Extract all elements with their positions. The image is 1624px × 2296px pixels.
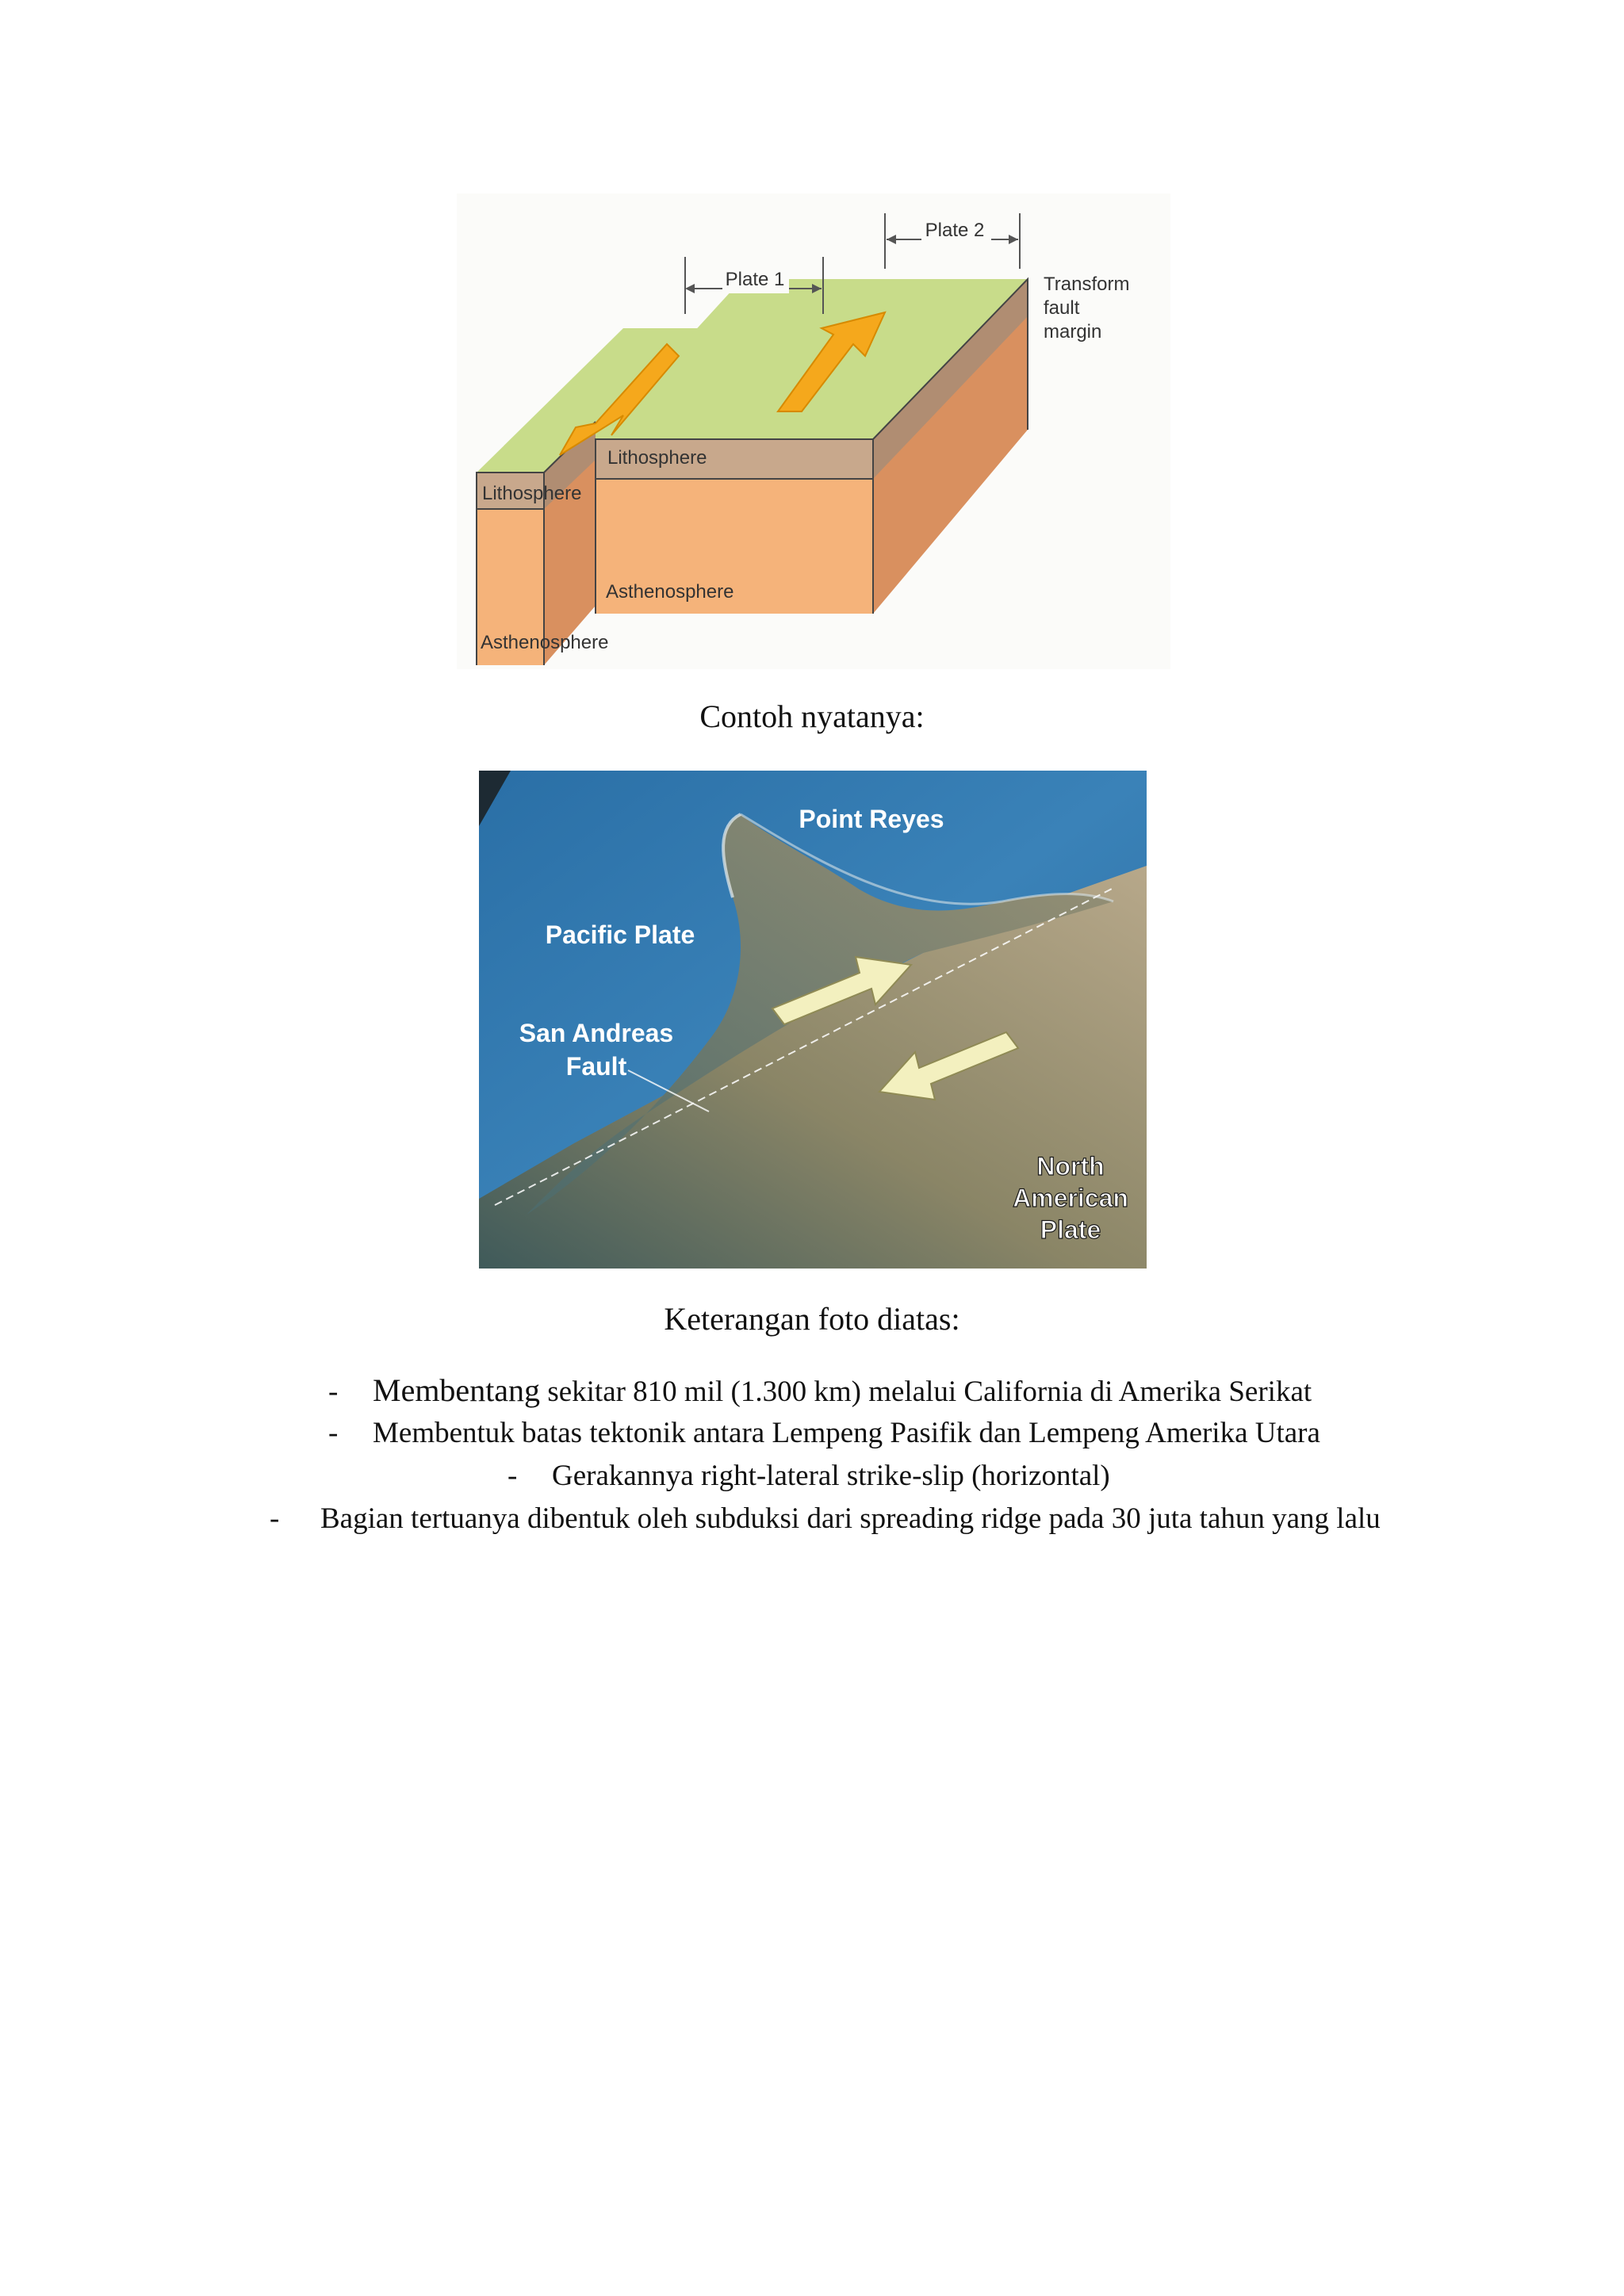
caption-contoh: Contoh nyatanya: [699, 698, 925, 734]
bullet-item [328, 1416, 1320, 1450]
bullet-text: Gerakannya right-lateral strike-slip (horizontal) [552, 1460, 1110, 1492]
bullet-dash: - [328, 1417, 339, 1449]
lithosphere-left-label: Lithosphere [482, 483, 582, 504]
diagram-svg [457, 193, 1170, 669]
bullet-dash: - [508, 1460, 518, 1492]
transform-label-line3: margin [1044, 321, 1102, 342]
bullet-dash: - [328, 1376, 339, 1408]
bullet-text: Bagian tertuanya dibentuk oleh subduksi dari spreading ridge pada 30 juta tahun yang lalu [320, 1502, 1381, 1535]
plate2-label: Plate 2 [925, 220, 985, 241]
transform-label-line2: fault [1044, 297, 1080, 319]
point-reyes-label: Point Reyes [799, 805, 944, 833]
bullet-item [328, 1372, 1312, 1409]
lithosphere-right-label: Lithosphere [607, 447, 707, 469]
asthenosphere-left-label: Asthenosphere [481, 632, 609, 653]
north-american-label-line2: American [1013, 1184, 1128, 1212]
north-american-label-line1: North [1036, 1152, 1105, 1181]
asthenosphere-right-label: Asthenosphere [606, 581, 734, 603]
caption-keterangan: Keterangan foto diatas: [664, 1301, 960, 1337]
bullet-text: sekitar 810 mil (1.300 km) melalui California di Amerika Serikat [540, 1376, 1312, 1408]
photo-svg [479, 771, 1147, 1269]
bullet-text: Membentuk batas tektonik antara Lempeng Pasifik dan Lempeng Amerika Utara [373, 1417, 1320, 1449]
bullet-item [508, 1459, 1110, 1493]
north-american-label-line3: Plate [1040, 1215, 1101, 1244]
bullet-dash: - [270, 1502, 280, 1535]
san-andreas-label-line2: Fault [565, 1052, 627, 1081]
plate1-label: Plate 1 [725, 269, 785, 290]
transform-label-line1: Transform [1044, 274, 1130, 295]
bullet-lead: Membentang [373, 1372, 541, 1408]
bullet-item [270, 1502, 1381, 1536]
transform-fault-diagram [457, 193, 1170, 669]
san-andreas-label-line1: San Andreas [519, 1019, 674, 1047]
san-andreas-photo [479, 771, 1147, 1269]
pacific-plate-label: Pacific Plate [545, 920, 695, 949]
